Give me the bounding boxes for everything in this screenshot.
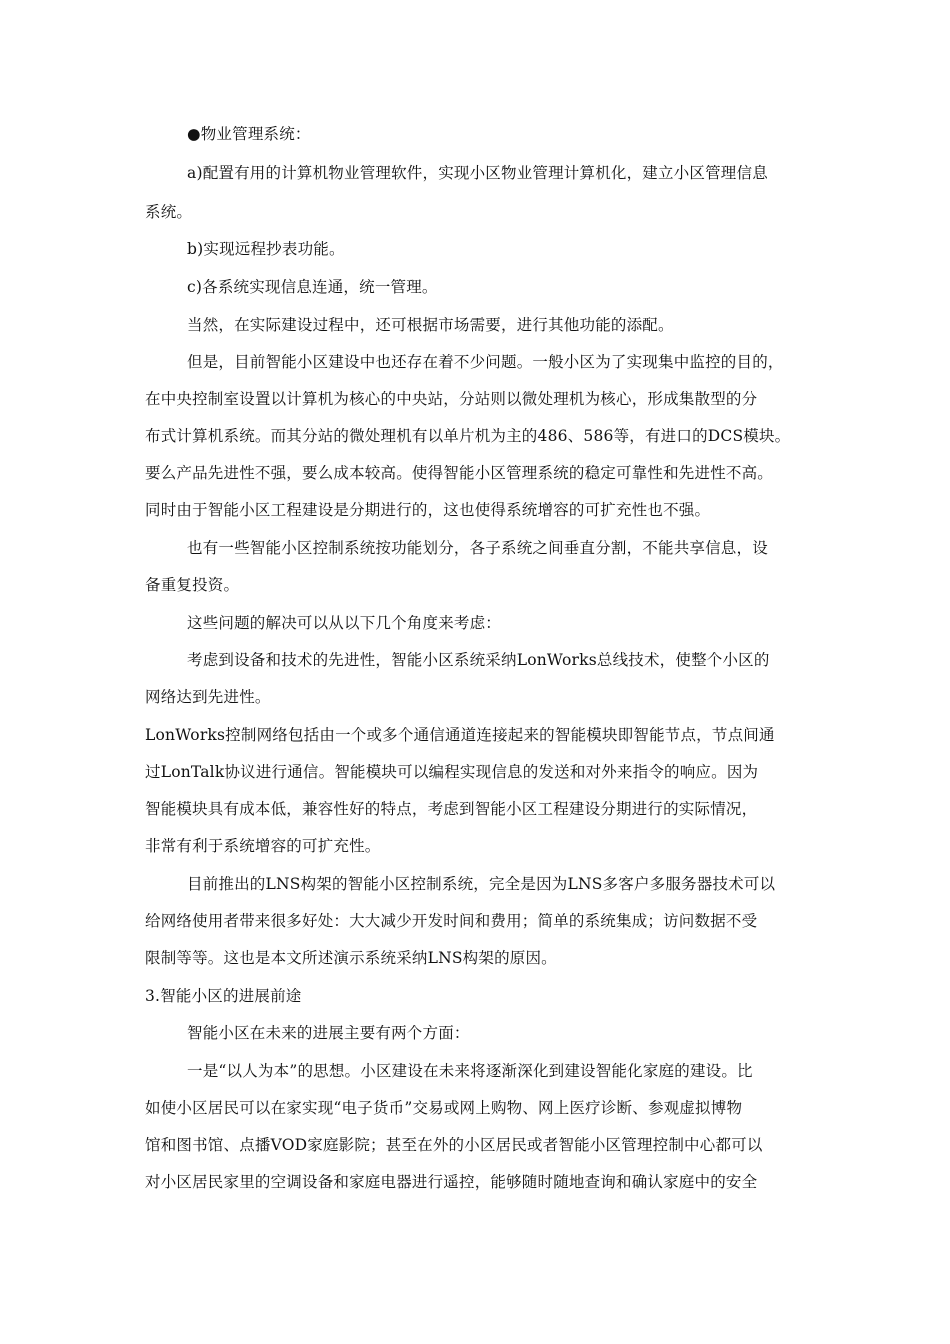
text-line: 馆和图书馆、点播VOD家庭影院；甚至在外的小区居民或者智能小区管理控制中心都可以 — [145, 1136, 763, 1154]
text-line: 一是“以人为本”的思想。小区建设在未来将逐渐深化到建设智能化家庭的建设。比 — [187, 1062, 753, 1080]
text-line: 要么产品先进性不强，要么成本较高。使得智能小区管理系统的稳定可靠性和先进性不高。 — [145, 464, 774, 482]
text-line: 考虑到设备和技术的先进性，智能小区系统采纳LonWorks总线技术，使整个小区的 — [187, 651, 770, 669]
text-line: 这些问题的解决可以从以下几个角度来考虑： — [187, 614, 502, 632]
text-line: 过LonTalk协议进行通信。智能模块可以编程实现信息的发送和对外来指令的响应。因为 — [145, 763, 759, 781]
text-line: 智能小区在未来的进展主要有两个方面： — [187, 1024, 470, 1042]
text-line: 对小区居民家里的空调设备和家庭电器进行遥控，能够随时随地查询和确认家庭中的安全 — [145, 1173, 758, 1191]
text-line: a)配置有用的计算机物业管理软件，实现小区物业管理计算机化，建立小区管理信息 — [187, 164, 768, 182]
text-line: 给网络使用者带来很多好处：大大减少开发时间和费用；简单的系统集成；访问数据不受 — [145, 912, 758, 930]
text-line: 但是，目前智能小区建设中也还存在着不少问题。一般小区为了实现集中监控的目的， — [187, 353, 784, 371]
text-line: 布式计算机系统。而其分站的微处理机有以单片机为主的486、586等，有进口的DCS模块。 — [145, 427, 791, 445]
text-line: 也有一些智能小区控制系统按功能划分，各子系统之间垂直分割，不能共享信息，设 — [187, 539, 768, 557]
text-line: 限制等等。这也是本文所述演示系统采纳LNS构架的原因。 — [145, 949, 557, 967]
text-line: 同时由于智能小区工程建设是分期进行的，这也使得系统增容的可扩充性也不强。 — [145, 501, 711, 519]
text-line: 非常有利于系统增容的可扩充性。 — [145, 837, 381, 855]
text-line: 当然，在实际建设过程中，还可根据市场需要，进行其他功能的添配。 — [187, 316, 674, 334]
text-line: 智能模块具有成本低，兼容性好的特点，考虑到智能小区工程建设分期进行的实际情况， — [145, 800, 758, 818]
text-line: c)各系统实现信息连通，统一管理。 — [187, 278, 438, 296]
text-line: 在中央控制室设置以计算机为核心的中央站，分站则以微处理机为核心，形成集散型的分 — [145, 390, 758, 408]
section-heading: 3.智能小区的进展前途 — [145, 987, 302, 1005]
text-line: 网络达到先进性。 — [145, 688, 271, 706]
text-line: ●物业管理系统： — [187, 125, 311, 143]
text-line: LonWorks控制网络包括由一个或多个通信通道连接起来的智能模块即智能节点，节点间通 — [145, 726, 775, 744]
text-line: 目前推出的LNS构架的智能小区控制系统，完全是因为LNS多客户多服务器技术可以 — [187, 875, 776, 893]
text-line: 备重复投资。 — [145, 576, 240, 594]
text-line: 如使小区居民可以在家实现“电子货币”交易或网上购物、网上医疗诊断、参观虚拟博物 — [145, 1099, 743, 1117]
text-line: 系统。 — [145, 203, 193, 221]
text-line: b)实现远程抄表功能。 — [187, 240, 345, 258]
